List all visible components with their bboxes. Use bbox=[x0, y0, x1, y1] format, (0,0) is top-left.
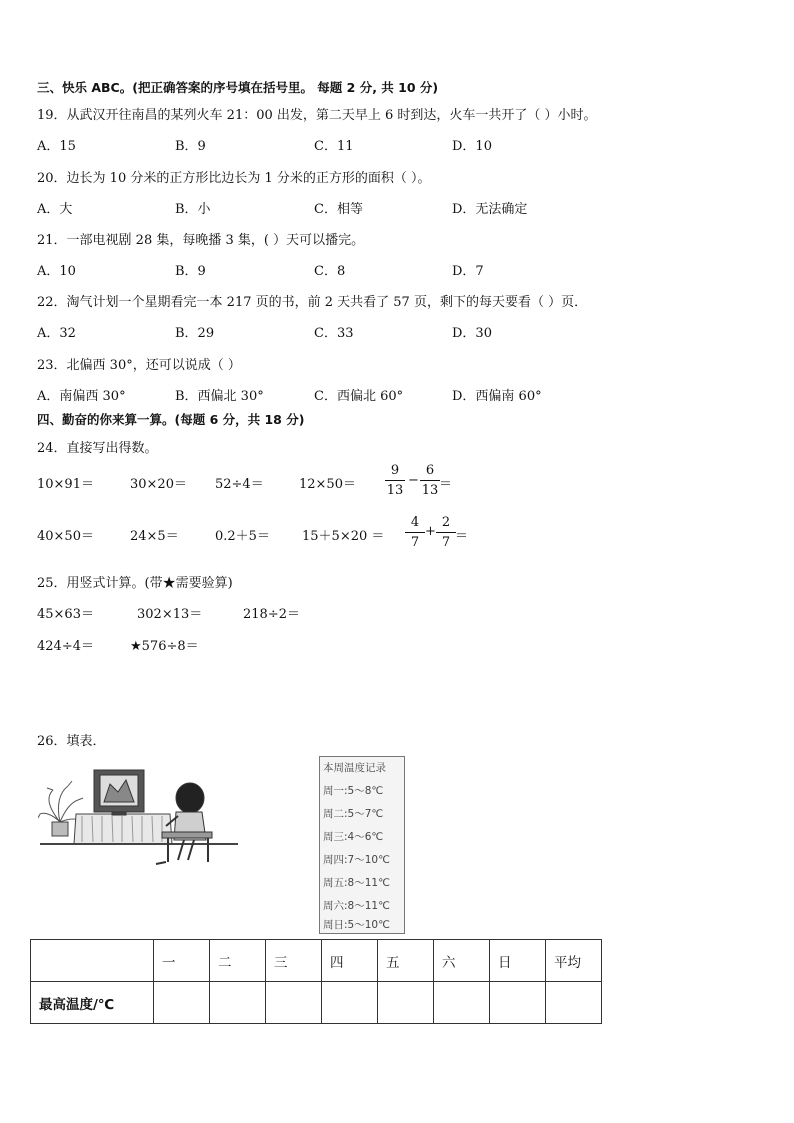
table-header-cell: 平均 bbox=[546, 940, 602, 982]
calc-25-4: 424÷4＝ bbox=[37, 639, 94, 654]
table-header-cell bbox=[31, 940, 154, 982]
q20-option-c: C．相等 bbox=[314, 202, 363, 217]
table-header-cell: 六 bbox=[434, 940, 490, 982]
card-title: 本周温度记录 bbox=[323, 762, 386, 774]
q22-option-a: A．32 bbox=[37, 326, 76, 341]
child-watching-tv-illustration bbox=[38, 752, 243, 870]
q21-option-b: B．9 bbox=[175, 264, 206, 279]
answer-cell[interactable] bbox=[490, 982, 546, 1024]
denominator: 13 bbox=[386, 483, 404, 498]
minus-sign: − bbox=[408, 473, 419, 488]
calc-24-7: 24×5＝ bbox=[130, 529, 179, 544]
table-header-cell: 三 bbox=[266, 940, 322, 982]
table-header-cell: 一 bbox=[154, 940, 210, 982]
calc-24-4: 12×50＝ bbox=[299, 477, 356, 492]
question-21: 21．一部电视剧 28 集，每晚播 3 集，( ）天可以播完。 bbox=[37, 233, 365, 248]
fraction-bar bbox=[385, 480, 405, 481]
question-19: 19．从武汉开往南昌的某列火车 21：00 出发，第二天早上 6 时到达，火车一共开了（ ）小时。 bbox=[37, 108, 597, 123]
question-26: 26．填表． bbox=[37, 734, 106, 749]
denominator: 13 bbox=[421, 483, 439, 498]
calc-25-2: 302×13＝ bbox=[137, 607, 203, 622]
table-header-cell: 四 bbox=[322, 940, 378, 982]
numerator: 9 bbox=[390, 463, 400, 478]
calc-24-2: 30×20＝ bbox=[130, 477, 187, 492]
calc-25-3: 218÷2＝ bbox=[243, 607, 300, 622]
equals-sign: ＝ bbox=[439, 477, 453, 492]
q23-option-b: B．西偏北 30° bbox=[175, 389, 264, 404]
q19-option-b: B．9 bbox=[175, 139, 206, 154]
card-friday: 周五:8～11℃ bbox=[323, 877, 390, 889]
q22-option-c: C．33 bbox=[314, 326, 354, 341]
card-monday: 周一:5～8℃ bbox=[323, 785, 384, 797]
table-row bbox=[31, 982, 602, 1024]
card-sunday: 周日:5～10℃ bbox=[323, 919, 390, 931]
q19-option-a: A．15 bbox=[37, 139, 76, 154]
calc-25-1: 45×63＝ bbox=[37, 607, 94, 622]
calc-24-9: 15＋5×20 ＝ bbox=[302, 529, 385, 544]
q20-option-b: B．小 bbox=[175, 202, 211, 217]
calc-24-6: 40×50＝ bbox=[37, 529, 94, 544]
q21-option-c: C．8 bbox=[314, 264, 346, 279]
numerator: 4 bbox=[410, 515, 420, 530]
card-tuesday: 周二:5～7℃ bbox=[323, 808, 384, 820]
question-22: 22．淘气计划一个星期看完一本 217 页的书，前 2 天共看了 57 页，剩下的每天要看（ ）页． bbox=[37, 295, 588, 310]
calc-24-3: 52÷4＝ bbox=[215, 477, 264, 492]
fraction-bar bbox=[420, 480, 440, 481]
answer-cell[interactable] bbox=[434, 982, 490, 1024]
section-3-title: 三、快乐 ABC。(把正确答案的序号填在括号里。 每题 2 分, 共 10 分) bbox=[37, 80, 439, 95]
calc-24-1: 10×91＝ bbox=[37, 477, 94, 492]
q22-option-d: D．30 bbox=[452, 326, 492, 341]
card-wednesday: 周三:4～6℃ bbox=[323, 831, 384, 843]
denominator: 7 bbox=[441, 535, 451, 550]
denominator: 7 bbox=[410, 535, 420, 550]
question-23: 23．北偏西 30°，还可以说成（ ） bbox=[37, 358, 241, 373]
q19-option-d: D．10 bbox=[452, 139, 492, 154]
answer-cell[interactable] bbox=[154, 982, 210, 1024]
q21-option-d: D．7 bbox=[452, 264, 484, 279]
answer-cell[interactable] bbox=[546, 982, 602, 1024]
q23-option-c: C．西偏北 60° bbox=[314, 389, 404, 404]
equals-sign: ＝ bbox=[455, 529, 469, 544]
table-header-cell: 五 bbox=[378, 940, 434, 982]
answer-cell[interactable] bbox=[210, 982, 266, 1024]
answer-cell[interactable] bbox=[266, 982, 322, 1024]
numerator: 2 bbox=[441, 515, 451, 530]
question-25: 25．用竖式计算。(带★需要验算) bbox=[37, 576, 233, 591]
q19-option-c: C．11 bbox=[314, 139, 354, 154]
table-header-cell: 日 bbox=[490, 940, 546, 982]
temperature-record-card bbox=[319, 756, 405, 934]
temperature-table bbox=[30, 939, 602, 1024]
answer-cell[interactable] bbox=[378, 982, 434, 1024]
question-20: 20．边长为 10 分米的正方形比边长为 1 分米的正方形的面积（ ）。 bbox=[37, 171, 431, 186]
card-thursday: 周四:7～10℃ bbox=[323, 854, 390, 866]
calc-24-8: 0.2＋5＝ bbox=[215, 529, 270, 544]
table-header-row bbox=[31, 940, 602, 982]
fraction-bar bbox=[405, 532, 425, 533]
answer-cell[interactable] bbox=[322, 982, 378, 1024]
q23-option-d: D．西偏南 60° bbox=[452, 389, 542, 404]
question-24: 24．直接写出得数。 bbox=[37, 441, 158, 456]
tv-icon bbox=[94, 770, 144, 815]
fraction-4-7 bbox=[403, 514, 427, 551]
card-saturday: 周六:8～11℃ bbox=[323, 900, 390, 912]
plus-sign: + bbox=[425, 524, 436, 539]
table-icon bbox=[74, 814, 172, 844]
q23-option-a: A．南偏西 30° bbox=[37, 389, 126, 404]
fraction-9-13 bbox=[383, 462, 407, 499]
calc-25-5: ★576÷8＝ bbox=[130, 639, 199, 654]
q20-option-a: A．大 bbox=[37, 202, 73, 217]
q20-option-d: D．无法确定 bbox=[452, 202, 528, 217]
numerator: 6 bbox=[425, 463, 435, 478]
table-header-cell: 二 bbox=[210, 940, 266, 982]
fraction-bar bbox=[436, 532, 456, 533]
row-label: 最高温度/℃ bbox=[31, 982, 154, 1024]
q22-option-b: B．29 bbox=[175, 326, 215, 341]
q21-option-a: A．10 bbox=[37, 264, 76, 279]
section-4-title: 四、勤奋的你来算一算。(每题 6 分，共 18 分) bbox=[37, 412, 305, 427]
